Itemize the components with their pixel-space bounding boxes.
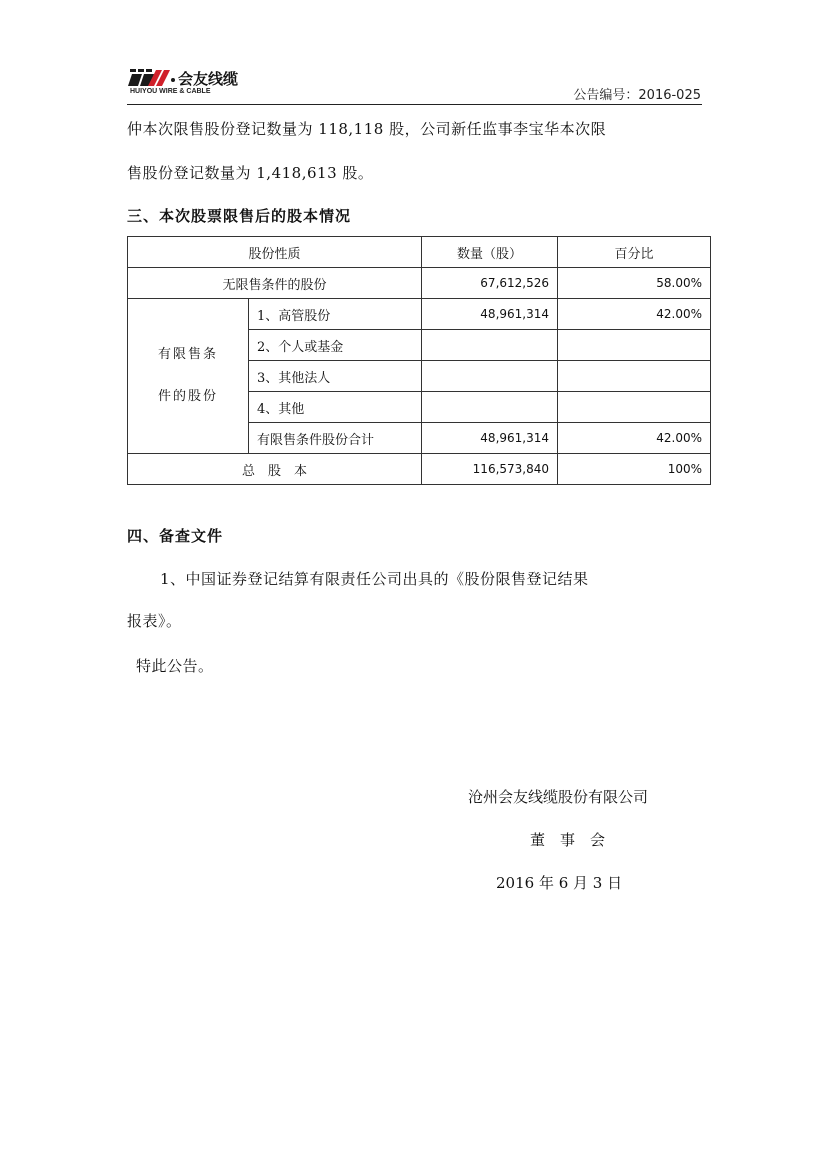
header-nature: 股份性质 (128, 237, 422, 268)
share-structure-table (127, 236, 711, 485)
reference-line-2: 报表》。 (127, 612, 182, 630)
restricted-row-percent (558, 361, 711, 392)
total-label: 总 股 本 (128, 454, 422, 485)
restricted-row-percent: 42.00% (558, 299, 711, 330)
closing-text: 特此公告。 (136, 657, 214, 675)
restricted-label-line1: 有限售条 (157, 347, 218, 362)
restricted-row-quantity (422, 361, 558, 392)
table-row (128, 268, 711, 299)
restricted-row-label: 1、高管股份 (249, 299, 422, 330)
body-line-2: 售股份登记数量为 1,418,613 股。 (127, 164, 374, 182)
restricted-row-quantity (422, 392, 558, 423)
restricted-row-label: 2、个人或基金 (249, 330, 422, 361)
restricted-row-percent (558, 392, 711, 423)
table-header-row (128, 237, 711, 268)
restricted-row-label: 4、其他 (249, 392, 422, 423)
restricted-group-label (128, 299, 249, 454)
table-row (128, 299, 711, 330)
unrestricted-percent: 58.00% (558, 268, 711, 299)
restricted-subtotal-quantity: 48,961,314 (422, 423, 558, 454)
restricted-subtotal-percent: 42.00% (558, 423, 711, 454)
header-percent: 百分比 (558, 237, 711, 268)
section-4-title: 四、备查文件 (127, 527, 224, 545)
section-3-title: 三、本次股票限售后的股本情况 (127, 207, 352, 225)
table-total-row (128, 454, 711, 485)
restricted-label-line2: 件的股份 (157, 389, 218, 404)
restricted-row-quantity (422, 330, 558, 361)
unrestricted-quantity: 67,612,526 (422, 268, 558, 299)
header-divider (127, 104, 702, 105)
reference-line-1: 1、中国证券登记结算有限责任公司出具的《股份限售登记结果 (160, 570, 589, 588)
restricted-row-percent (558, 330, 711, 361)
notice-number: 公告编号：2016-025 (573, 88, 701, 103)
logo-company-name: 会友线缆 (178, 70, 239, 88)
company-logo (128, 66, 288, 100)
logo-emblem-icon (128, 66, 176, 90)
unrestricted-label: 无限售条件的股份 (128, 268, 422, 299)
restricted-row-label: 3、其他法人 (249, 361, 422, 392)
signature-date: 2016 年 6 月 3 日 (496, 874, 623, 892)
restricted-row-quantity: 48,961,314 (422, 299, 558, 330)
signature-board: 董 事 会 (530, 831, 606, 849)
restricted-subtotal-label: 有限售条件股份合计 (249, 423, 422, 454)
total-quantity: 116,573,840 (422, 454, 558, 485)
body-line-1: 仲本次限售股份登记数量为 118,118 股，公司新任监事李宝华本次限 (127, 120, 607, 138)
header-quantity: 数量（股） (422, 237, 558, 268)
total-percent: 100% (558, 454, 711, 485)
logo-english-name: HUIYOU WIRE & CABLE (130, 88, 211, 95)
signature-company: 沧州会友线缆股份有限公司 (468, 788, 649, 806)
